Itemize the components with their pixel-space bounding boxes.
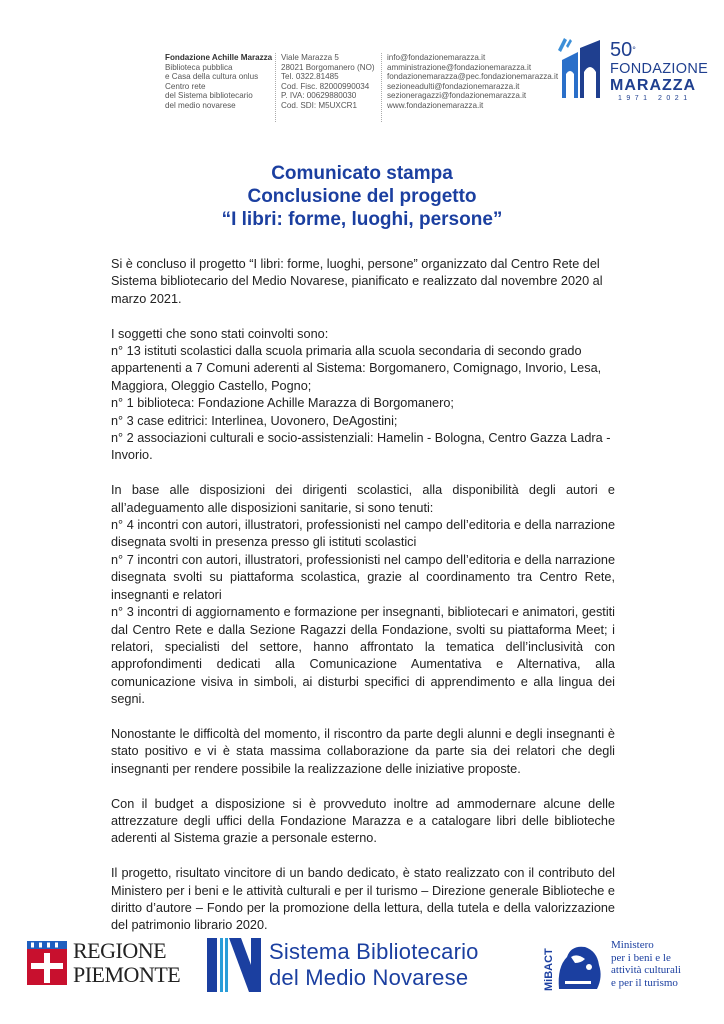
email-link[interactable]: amministrazione@fondazionemarazza.it xyxy=(387,62,532,72)
regione-piemonte-logo xyxy=(27,937,187,993)
paragraph-feedback: Nonostante le difficoltà del momento, il riscontro da parte degli alunni e degli insegnanti è stato positivo e vi è stata massima collaborazione da parte sia dei relatori che degli insegnanti per rendere possibile la realizzazione delle iniziative proposte. xyxy=(111,726,615,776)
title-line: Conclusione del progetto xyxy=(247,186,477,207)
org-line: e Casa della cultura onlus xyxy=(165,72,259,82)
org-line: del Sistema bibliotecario xyxy=(165,91,253,101)
address-line: 28021 Borgomanero (NO) xyxy=(281,62,375,72)
anniversary-number: 50° xyxy=(610,39,636,61)
org-name: Fondazione Achille Marazza xyxy=(165,53,273,62)
address-line: Viale Marazza 5 xyxy=(281,53,339,62)
press-release-body xyxy=(111,256,615,952)
paragraph-budget: Con il budget a disposizione si è provveduto inoltre ad ammodernare alcune delle attrezzature degli uffici della Fondazione Marazza e a catalogare libri delle biblioteche aderenti al Sistema grazie a personale esterno. xyxy=(111,796,615,846)
letterhead-address-block xyxy=(281,53,377,111)
list-item: n° 13 istituti scolastici dalla scuola primaria alla scuola secondaria di secondo grado appartenenti a 7 Comuni aderenti al Sistema: Borgomanero, Comignago, Invorio, Lesa, Maggiora, Oleggio Castello, Pogno; xyxy=(111,344,602,393)
email-link[interactable]: sezioneragazzi@fondazionemarazza.it xyxy=(387,91,527,101)
email-link[interactable]: info@fondazionemarazza.it xyxy=(387,53,486,62)
divider xyxy=(275,53,276,122)
list-item: n° 4 incontri con autori, illustratori, professionisti nel campo dell’editoria e della narrazione disegnata svolti in presenza presso gli istituti scolastici xyxy=(111,518,615,550)
list-item: n° 2 associazioni culturali e socio-assistenziali: Hamelin - Bologna, Centro Gazza Ladra - Invorio. xyxy=(111,431,611,463)
sdi-line: Cod. SDI: M5UXCR1 xyxy=(281,100,358,110)
list-item: n° 3 case editrici: Interlinea, Uovonero, DeAgostini; xyxy=(111,413,398,428)
email-link[interactable]: sezioneadulti@fondazionemarazza.it xyxy=(387,81,520,91)
ministero-line: Ministero xyxy=(611,939,654,951)
fondazione-marazza-50-logo xyxy=(558,32,709,112)
ministero-line: attività culturali xyxy=(611,964,681,976)
list-item: n° 7 incontri con autori, illustratori, professionisti nel campo dell’editoria e della narrazione disegnata svolti su piattaforma scolastica, grazie al coordinamento tra Centro Rete, insegnanti e relatori xyxy=(111,552,615,602)
org-line: Biblioteca pubblica xyxy=(165,62,233,72)
phone-line: Tel. 0322.81485 xyxy=(281,72,339,82)
letterhead-org-block xyxy=(165,53,273,111)
list-heading: In base alle disposizioni dei dirigenti scolastici, alla disponibilità degli autori e all’adeguamento alle disposizioni sanitarie, si sono tenuti: xyxy=(111,483,615,515)
org-line: del medio novarese xyxy=(165,100,236,110)
sistema-bibliotecario-text: Sistema Bibliotecario xyxy=(269,939,479,964)
logo-marazza-text: MARAZZA xyxy=(610,77,697,94)
book-arch-icon xyxy=(558,38,604,102)
title-line: “I libri: forme, luoghi, persone” xyxy=(221,209,503,230)
tax-code-line: Cod. Fisc. 82000990034 xyxy=(281,81,370,91)
mibact-logo xyxy=(541,937,701,997)
piemonte-text: PIEMONTE xyxy=(73,962,181,987)
page-title xyxy=(0,162,724,231)
paragraph-events xyxy=(111,482,615,708)
list-item: n° 1 biblioteca: Fondazione Achille Marazza di Borgomanero; xyxy=(111,396,454,411)
regione-text: REGIONE xyxy=(73,938,167,963)
divider xyxy=(381,53,382,122)
paragraph-intro: Si è concluso il progetto “I libri: forme, luoghi, persone” organizzato dal Centro Rete del Sistema bibliotecario del Medio Novarese, pianificato e realizzato dal novembre 2020 al marzo 2021. xyxy=(111,257,603,306)
medio-novarese-text: del Medio Novarese xyxy=(269,965,469,990)
sistema-n-mark-icon xyxy=(207,936,263,994)
pec-email-link[interactable]: fondazionemarazza@pec.fondazionemarazza.it xyxy=(387,72,559,82)
ministero-line: per i beni e le xyxy=(611,951,671,964)
logo-years: 1971 2021 xyxy=(618,95,692,102)
logo-fondazione-text: FONDAZIONE xyxy=(610,61,709,77)
ministero-text xyxy=(611,939,681,989)
website-link[interactable]: www.fondazionemarazza.it xyxy=(387,100,484,110)
letterhead-contacts-block xyxy=(387,53,557,111)
paragraph-participants xyxy=(111,326,615,465)
vat-line: P. IVA: 00629880030 xyxy=(281,91,357,101)
sistema-bibliotecario-logo xyxy=(207,936,517,996)
list-heading: I soggetti che sono stati coinvolti sono: xyxy=(111,326,329,341)
piemonte-coat-of-arms-icon xyxy=(27,941,67,985)
title-line: Comunicato stampa xyxy=(271,163,453,184)
mibact-emblem-icon xyxy=(541,937,607,995)
ministero-line: e per il turismo xyxy=(611,976,678,989)
paragraph-funding: Il progetto, risultato vincitore di un bando dedicato, è stato realizzato con il contributo del Ministero per i beni e le attività culturali e per il turismo – Direzione generale Biblioteche e diritto d’autore – Fondo per la promozione della lettura, della tutela e della valorizzazione del patrimonio librario 2020. xyxy=(111,866,615,933)
list-item: n° 3 incontri di aggiornamento e formazione per insegnanti, bibliotecari e animatori, gestiti dal Centro Rete e dalla Sezione Ragazzi della Fondazione, svolti su piattaforma Meet; i relatori, specialisti del settore, hanno affrontato la tematica dell’inclusività con approfondimenti dedicati alla Comunicazione Aumentativa e Alternativa, alla comunicazione visiva in simboli, ai disturbi specifici di apprendimento e alla lingua dei segni. xyxy=(111,605,615,707)
org-line: Centro rete xyxy=(165,81,206,91)
mibact-vertical-text: MiBACT xyxy=(543,948,555,991)
